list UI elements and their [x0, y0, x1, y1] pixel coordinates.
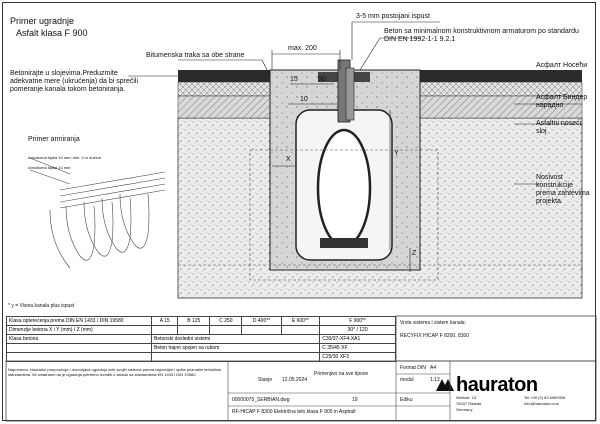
- table-row: C25/30 XF3: [7, 353, 396, 362]
- label-rebar-2: Armaturna šipka 10 mm: [28, 165, 71, 170]
- dim-50: 50: [318, 76, 326, 83]
- label-max: max. 200: [288, 45, 317, 52]
- label-bitumen: Bitumenska traka sa obe strane: [146, 52, 245, 59]
- channel-inner: [318, 130, 370, 246]
- table-row: Beton trajno spojen sa rubom C 35/45 XF: [7, 344, 396, 353]
- table-row: Klasa betona Betonski dosledni sistemi C30/37-XF4-XA1: [7, 335, 396, 344]
- footnote: * y = Visina kanala plus ispust: [8, 303, 75, 309]
- label-concrete: Beton sa minimalnom konstruktivnom armaturom po standardu DIN EN 1992-1-1 9.2.1: [384, 28, 579, 44]
- dim-15: 15: [290, 76, 298, 83]
- dim-10: 10: [300, 96, 308, 103]
- page-number: 19: [352, 397, 358, 403]
- footer-text: RF-HICAP F 8300 Električna telo klasa F 900 in Asphalt: [232, 409, 356, 415]
- title-line-2: Asfalt klasa F 900: [16, 28, 88, 38]
- scale-value: 1:12: [430, 377, 440, 383]
- title-line-1: Primer ugradnje: [10, 16, 75, 26]
- table-row: Klasa opterećenja prema DIN EN 1433 / DIN 19580 A 15 B 125 C 250 D 400** E 600** F 900**: [7, 317, 396, 326]
- stand-label: Stanje: [258, 377, 273, 383]
- label-asphalt-binder: Асфалт Биндер нарадно: [536, 94, 588, 110]
- label-asphalt-top: Асфалт Носећи: [536, 62, 588, 69]
- label-rebar-1: Armaturna šipka 10 mm; min. 3 m dužine: [28, 155, 101, 160]
- scale-label: modul: [400, 377, 414, 383]
- stand-date: 12.05.2024: [282, 377, 308, 383]
- label-asphalt-base: Asfaltni noseći sloj: [536, 120, 582, 136]
- phone: Tel +49 (0) 83 6969306: [524, 395, 566, 400]
- load-class-table: [6, 316, 396, 362]
- label-bearing: Nosivost konstrukcije prema zahtevima projekta.: [536, 174, 590, 206]
- format-value: A4: [430, 365, 437, 371]
- drawing-code: 00000075_SERBIAN.dwg: [232, 397, 290, 403]
- remark: Primenjivo na sve tipove: [314, 371, 369, 377]
- email: info@hauraton.com: [524, 401, 559, 406]
- dim-x: X: [286, 156, 291, 163]
- label-reinf-example: Primer armiranja: [28, 136, 80, 143]
- company-logo: hauraton: [456, 374, 538, 396]
- label-concrete-layers: Betonirajte u slojevima.Preduzmite adekvatne mere (ukrućenja) da bi sprečili pomeranje kanala tokom betoniranja.: [10, 70, 139, 94]
- notes: Napomena: Hauraton preporučuje i dozvoljava ugradnju svih svojih sistema prema najnovijim i opšte priznatim tehničkim standardima. Mi smatramo da je ugradnja potrebno izvoditi u skladu sa standardima EN 1433 i DIN 19580.: [8, 367, 222, 377]
- address-line-2: 76437 Rastatt: [456, 401, 481, 406]
- label-spacing: 3-5 mm postojani ispust: [356, 13, 430, 20]
- channel-base: [320, 238, 368, 248]
- dim-y: Y: [394, 150, 399, 157]
- table-row: Dimenzije betona X i Y (mm) / Z (mm) 30* / 120: [7, 326, 396, 335]
- product-name: RECYFIX HICAP F 8200, 8300: [400, 333, 470, 339]
- address-line-3: Germany: [456, 407, 473, 412]
- hauraton-logo-icon: [436, 377, 454, 393]
- lang-label: Ediku: [400, 397, 413, 403]
- dim-z: Z: [412, 250, 417, 257]
- product-label: Vrsta sistema i sistem kanala:: [400, 320, 466, 326]
- address-line-1: Werkstr. 13: [456, 395, 477, 400]
- format-label: Format DIN: [400, 365, 426, 371]
